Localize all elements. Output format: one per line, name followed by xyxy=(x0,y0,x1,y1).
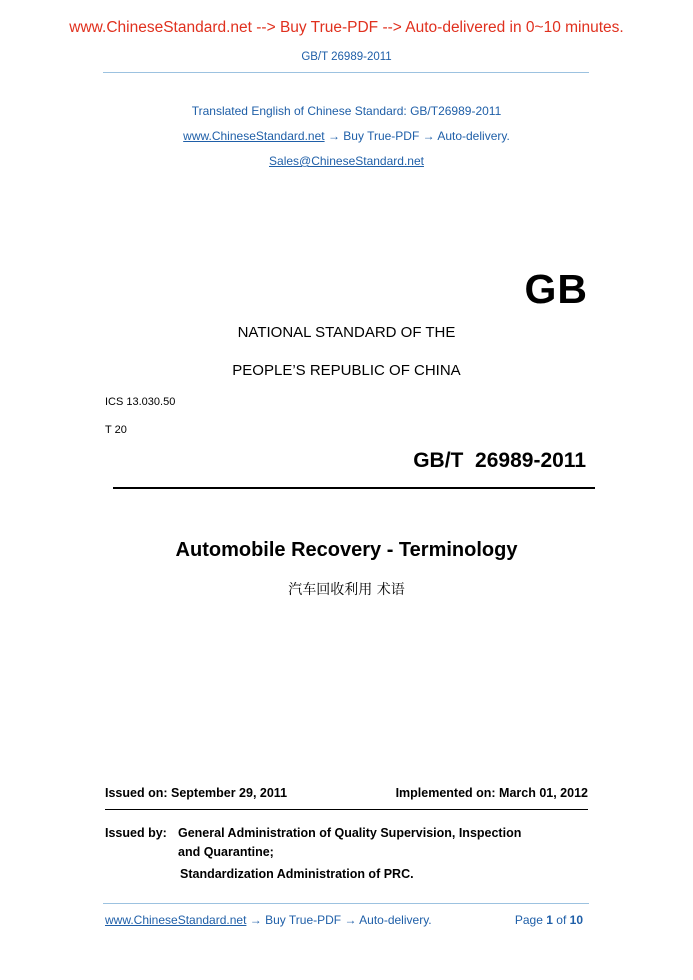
footer-buy-link[interactable]: Buy True-PDF xyxy=(265,913,342,927)
header-doc-code: GB/T 26989-2011 xyxy=(301,51,392,63)
issuer-line-2: and Quarantine; xyxy=(178,845,274,859)
header-divider xyxy=(103,72,589,73)
page-total: 10 xyxy=(569,913,583,927)
arrow-icon: → xyxy=(327,129,340,143)
page-indicator xyxy=(515,913,583,927)
title-cn: 汽车回收利用 术语 xyxy=(288,582,405,598)
page-number: 1 xyxy=(546,913,553,927)
footer-site-link[interactable]: www.ChineseStandard.net xyxy=(105,913,247,927)
issuer-2: Standardization Administration of PRC. xyxy=(180,867,414,881)
gb-mark: GB xyxy=(524,266,588,312)
top-banner[interactable]: www.ChineseStandard.net --> Buy True-PDF --> Auto-delivered in 0~10 minutes. xyxy=(69,19,624,36)
site-link[interactable]: www.ChineseStandard.net xyxy=(183,129,325,143)
translation-note: Translated English of Chinese Standard: GB/T26989-2011 xyxy=(191,104,502,118)
arrow-icon: → xyxy=(344,913,357,927)
issued-by-label: Issued by: xyxy=(105,826,167,840)
issued-on: Issued on: September 29, 2011 xyxy=(105,786,288,800)
buy-link[interactable]: Buy True-PDF xyxy=(343,129,420,143)
email-row xyxy=(0,154,693,168)
issue-divider xyxy=(105,809,588,810)
page-label: Page xyxy=(514,913,543,927)
translation-links xyxy=(0,129,693,143)
footer-links xyxy=(105,913,432,927)
class-code: T 20 xyxy=(105,424,127,436)
arrow-icon: → xyxy=(422,129,435,143)
arrow-icon: → xyxy=(249,913,262,927)
title-divider xyxy=(113,487,595,489)
footer-delivery-text: Auto-delivery. xyxy=(359,913,432,927)
footer-divider xyxy=(103,903,589,904)
of-label: of xyxy=(556,913,567,927)
issuer-line-1: General Administration of Quality Supervision, Inspection xyxy=(178,826,522,840)
delivery-text: Auto-delivery. xyxy=(437,129,510,143)
standard-number: GB/T 26989-2011 xyxy=(413,449,586,472)
title-en: Automobile Recovery - Terminology xyxy=(175,539,518,561)
implemented-on: Implemented on: March 01, 2012 xyxy=(395,786,588,800)
ics-code: ICS 13.030.50 xyxy=(105,396,176,408)
email-link[interactable]: Sales@ChineseStandard.net xyxy=(269,154,424,168)
national-line-1: NATIONAL STANDARD OF THE xyxy=(237,324,456,341)
national-line-2: PEOPLE’S REPUBLIC OF CHINA xyxy=(232,362,461,379)
